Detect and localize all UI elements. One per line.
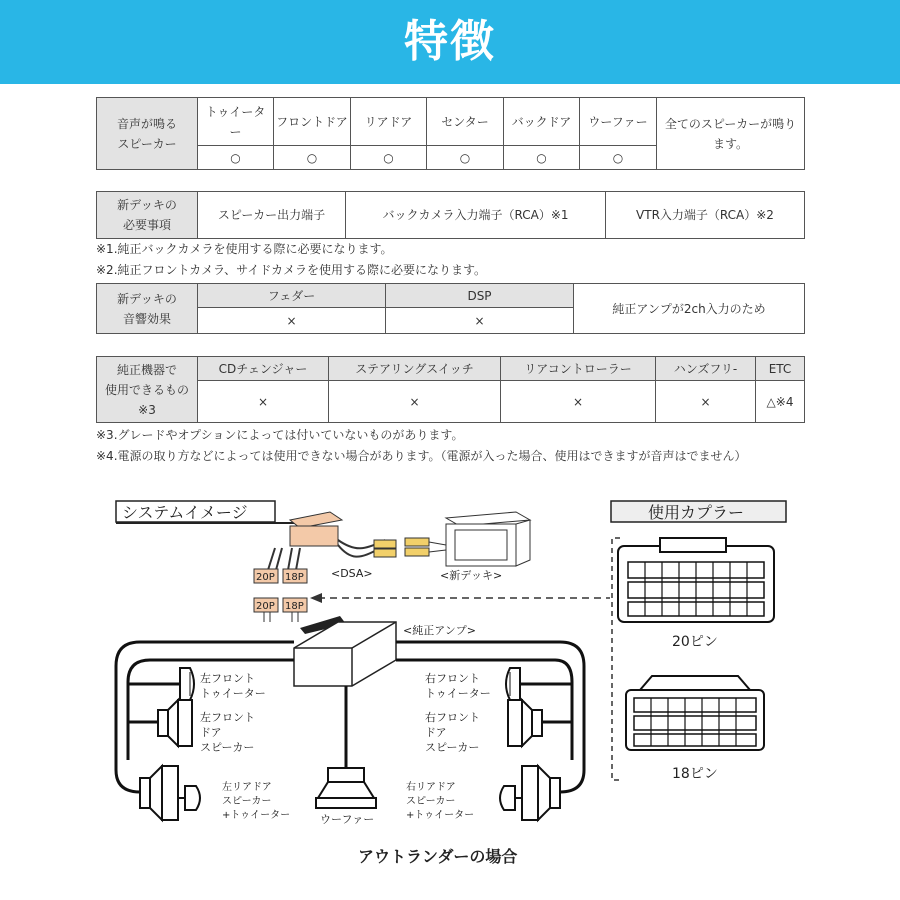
circle-mark: ○	[351, 146, 427, 170]
footnote-3: ※3.グレードやオプションによっては付いていないものがあります。	[96, 428, 464, 442]
footnote-2: ※2.純正フロントカメラ、サイドカメラを使用する際に必要になります。	[96, 263, 487, 277]
right-front-tweeter-label-1: 右フロント	[425, 672, 480, 685]
column-header: ハンズフリ-	[656, 357, 756, 381]
left-front-tweeter-label-1: 左フロント	[200, 672, 255, 685]
column-header: リアドア	[351, 98, 427, 146]
left-rear-door-label-1: 左リアドア	[222, 782, 272, 793]
right-front-tweeter	[506, 668, 520, 700]
woofer	[316, 768, 376, 808]
column-header: ウーファー	[580, 98, 657, 146]
right-rear-door-label-3: +トゥイーター	[406, 810, 475, 821]
cross-mark: ×	[386, 308, 574, 334]
coupler-text: 使用カプラー	[648, 503, 745, 522]
new-deck	[440, 512, 530, 582]
coupler-20pin	[618, 538, 774, 622]
diagram-caption: アウトランダーの場合	[358, 847, 518, 866]
left-front-tweeter	[180, 668, 194, 700]
requirement-cell: VTR入力端子（RCA）※2	[606, 192, 805, 239]
header-line: ※3	[138, 402, 156, 417]
left-front-tweeter-label-2: トゥイーター	[200, 687, 266, 700]
pin18-label: 18ピン	[672, 766, 718, 782]
header-line: 音響効果	[122, 311, 171, 326]
system-image-label	[116, 501, 300, 523]
left-rear-door-label-2: スピーカー	[222, 796, 272, 807]
sound-row-header	[97, 284, 198, 334]
column-header: リアコントローラー	[501, 357, 656, 381]
circle-mark: ○	[198, 146, 274, 170]
column-header: ETC	[756, 357, 805, 381]
system-diagram	[0, 488, 900, 900]
requirement-cell: バックカメラ入力端子（RCA）※1	[346, 192, 606, 239]
footnote-1: ※1.純正バックカメラを使用する際に必要になります。	[96, 242, 393, 256]
speaker-output-table	[96, 97, 805, 170]
header-line: 純正機器で	[116, 362, 177, 377]
circle-mark: ○	[427, 146, 504, 170]
column-header: トゥイーター	[198, 98, 274, 146]
amp-label: <純正アンプ>	[403, 624, 476, 637]
cross-mark: ×	[501, 381, 656, 423]
left-front-door-label-2: ドア	[200, 726, 222, 739]
woofer-label: ウーファー	[320, 813, 375, 826]
coupler-18pin	[626, 676, 764, 750]
requirement-cell: スピーカー出力端子	[198, 192, 346, 239]
all-speakers-note: 全てのスピーカーが鳴ります。	[657, 98, 805, 170]
header-line: 新デッキの	[117, 198, 177, 212]
column-header: ステアリングスイッチ	[329, 357, 501, 381]
oem-devices-table	[96, 356, 805, 423]
deck-requirements-table	[96, 191, 805, 239]
column-header: フェダー	[198, 284, 386, 308]
cross-mark: ×	[198, 308, 386, 334]
right-front-door-speaker	[508, 700, 542, 746]
column-header: センター	[427, 98, 504, 146]
right-rear-door-label-2: スピーカー	[406, 796, 456, 807]
right-front-tweeter-label-2: トゥイーター	[425, 687, 491, 700]
column-header: フロントドア	[274, 98, 351, 146]
header-line: スピーカー	[117, 136, 177, 151]
column-header: CDチェンジャー	[198, 357, 329, 381]
header-line: 必要事項	[122, 218, 171, 232]
circle-mark: ○	[274, 146, 351, 170]
column-header: バックドア	[504, 98, 580, 146]
system-image-text: システムイメージ	[122, 503, 248, 522]
speaker-row-header	[97, 98, 198, 170]
dsa-label: <DSA>	[331, 567, 373, 580]
page-title: 特徴	[404, 16, 496, 67]
pin20-label: 20ピン	[672, 634, 718, 650]
sound-effect-table	[96, 283, 805, 334]
amp-note: 純正アンプが2ch入力のため	[574, 284, 805, 334]
connector-20p-top: 20P	[256, 572, 275, 583]
connector-18p-bottom: 18P	[285, 601, 304, 612]
requirements-row-header	[97, 192, 198, 239]
right-rear-door-label-1: 右リアドア	[406, 782, 456, 793]
footnote-4: ※4.電源の取り方などによっては使用できない場合があります。（電源が入った場合、使用はできますが音声はでません）	[96, 449, 747, 463]
cross-mark: ×	[329, 381, 501, 423]
circle-mark: ○	[504, 146, 580, 170]
header-line: 使用できるもの	[104, 382, 189, 397]
cross-mark: ×	[198, 381, 329, 423]
left-rear-door-speaker	[140, 766, 200, 820]
right-front-door-label-1: 右フロント	[425, 711, 480, 724]
circle-mark: ○	[580, 146, 657, 170]
connector-18p-top: 18P	[285, 572, 304, 583]
column-header: DSP	[386, 284, 574, 308]
right-front-door-label-2: ドア	[425, 726, 447, 739]
right-rear-door-speaker	[500, 766, 560, 820]
etc-mark: △※4	[756, 381, 805, 423]
left-rear-door-label-3: +トゥイーター	[222, 810, 291, 821]
left-front-door-label-1: 左フロント	[200, 711, 255, 724]
right-front-door-label-3: スピーカー	[425, 741, 480, 754]
left-front-door-label-3: スピーカー	[200, 741, 255, 754]
coupler-label	[611, 501, 786, 522]
cross-mark: ×	[656, 381, 756, 423]
deck-label: <新デッキ>	[440, 569, 503, 582]
devices-row-header	[97, 357, 198, 423]
left-front-door-speaker	[158, 700, 192, 746]
header-line: 音声が鳴る	[116, 116, 177, 131]
header-line: 新デッキの	[117, 291, 177, 306]
connector-20p-bottom: 20P	[256, 601, 275, 612]
